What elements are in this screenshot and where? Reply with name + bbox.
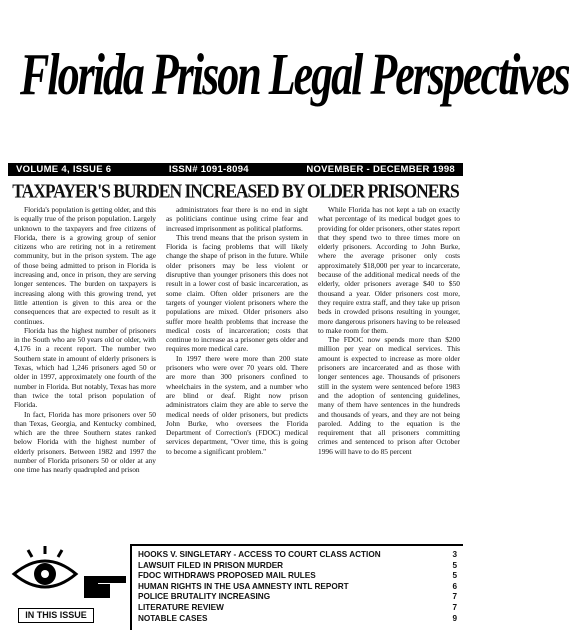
table-of-contents	[130, 544, 463, 630]
toc-item[interactable]	[138, 603, 457, 614]
issn: ISSN# 1091-8094	[168, 164, 249, 175]
toc-item-title: HUMAN RIGHTS IN THE USA AMNESTY INTL REPORT	[138, 581, 349, 591]
article-column-2	[166, 205, 308, 537]
toc-item-title: NOTABLE CASES	[138, 613, 208, 623]
toc-item-page: 5	[452, 560, 457, 570]
pointing-hand-icon	[82, 562, 128, 602]
masthead-title: Florida Prison Legal Perspectives	[20, 41, 569, 108]
volume-issue: VOLUME 4, ISSUE 6	[16, 164, 112, 175]
article-column-1	[14, 205, 156, 537]
toc-item-page: 3	[452, 550, 457, 559]
paragraph: Florida has the highest number of prisoners in the South who are 50 years old or older, with 4,176 in a recent report. The number two Southern state in amount of elderly prisoners is Texas, which had 1,246 prisoners aged 50 or older in 1997, approximately one fourth of the number in Florida. But notably, Texas has more than twice the total prison population of Florida.	[14, 325, 156, 410]
toc-item[interactable]	[138, 561, 457, 572]
toc-item-page: 7	[452, 602, 457, 612]
toc-item-page: 6	[452, 581, 457, 591]
toc-item[interactable]	[138, 614, 457, 625]
in-this-issue-badge: IN THIS ISSUE	[18, 608, 94, 623]
paragraph: This trend means that the prison system in Florida is facing problems that will likely change the shape of prison in the future. While older prisoners may be less violent or disruptive than younger prisoners this does not result in a lower cost of basic incarceration, as some claim. Often older prisoners are the targets of younger violent prisoners where the populations are mixed. Older prisoners also suffer more health problems that increase the medical costs of incarceration; costs that continue to increase as a prisoner gets older and requires more medical care.	[166, 232, 308, 354]
issue-info-bar	[8, 163, 463, 176]
issue-date: NOVEMBER - DECEMBER 1998	[306, 164, 455, 175]
masthead	[8, 8, 569, 124]
toc-item[interactable]	[138, 582, 457, 593]
toc-item-page: 5	[452, 571, 457, 581]
toc-graphic	[8, 542, 128, 632]
paragraph: In 1997 there were more than 200 state prisoners who were over 70 years old. There are more than 300 prisoners confined to wheelchairs in the system, and a number who are blind or deaf. Right now prison administrators claim they are able to serve the medical needs of older prisoners, but predicts John Burke, who oversees the Florida Department of Correction's (FDOC) medical services department, "Over time, this is going to become a significant problem."	[166, 353, 308, 456]
paragraph: The FDOC now spends more than $200 million per year on medical services. This amount is expected to increase as more older prisoners are incarcerated and as those with longer sentences age. Thousands of prisoners still in the system were sentenced before 1983 and the adoption of sentencing guidelines, many of them have sentences in the hundreds and thousands of years, and they are not being paroled. Adding to the equation is the requirement that all prisoners committing crimes and sentenced to prison after October 1996 will have to do 85 percent	[318, 335, 460, 456]
toc-item[interactable]	[138, 571, 457, 582]
toc-item[interactable]	[138, 592, 457, 603]
toc-item-page: 9	[452, 613, 457, 623]
article-column-3	[318, 205, 460, 537]
toc-item-title: HOOKS V. SINGLETARY - ACCESS TO COURT CLASS ACTION	[138, 550, 381, 559]
paragraph: Florida's population is getting older, and this is equally true of the prison population. Largely unknown to the taxpayers and free citizens of Florida, there is a growing group of senior citizens who are retiring not in a retirement community, but in the prison system. The age of those being admitted to prison in Florida is increasing and, once in prison, they are serving longer sentences. The burden on taxpayers is increasing along with this growing trend, yet little attention is given to this area or the consequences that are expected to result as it continues.	[14, 205, 156, 326]
toc-item-title: LITERATURE REVIEW	[138, 602, 224, 612]
paragraph: In fact, Florida has more prisoners over 50 than Texas, Georgia, and Kentucky combined, which are the three Southern states ranked below Florida with the highest number of elderly prisoners. Between 1982 and 1997 the number of Florida prisoners 50 or older at any one time has nearly quadrupled and prison	[14, 409, 156, 475]
paragraph: administrators fear there is no end in sight as politicians continue using crime fear and increased imprisonment as political platforms.	[166, 205, 308, 233]
eye-icon	[10, 544, 80, 604]
lead-headline: TAXPAYER'S BURDEN INCREASED BY OLDER PRISONERS	[12, 179, 459, 202]
toc-item-title: POLICE BRUTALITY INCREASING	[138, 592, 271, 602]
article-body	[14, 205, 460, 537]
paragraph: While Florida has not kept a tab on exactly what percentage of its medical budget goes to providing for older prisoners, other states report that they spend two to three times more on elderly prisoners. According to John Burke, where the average prisoner only costs approximately $18,000 per year to incarcerate, because of the additional medical needs of the elderly, older prisoners average $40 to $50 thousand a year. Older prisoners cost more, they require extra staff, and they take up prison beds in crowded prisons resulting in younger, more dangerous prisoners having to be released to make room for them.	[318, 205, 460, 335]
toc-item-title: FDOC WITHDRAWS PROPOSED MAIL RULES	[138, 571, 316, 581]
toc-item-title: LAWSUIT FILED IN PRISON MURDER	[138, 560, 284, 570]
toc-item-page: 7	[452, 592, 457, 602]
toc-item[interactable]	[138, 550, 457, 561]
